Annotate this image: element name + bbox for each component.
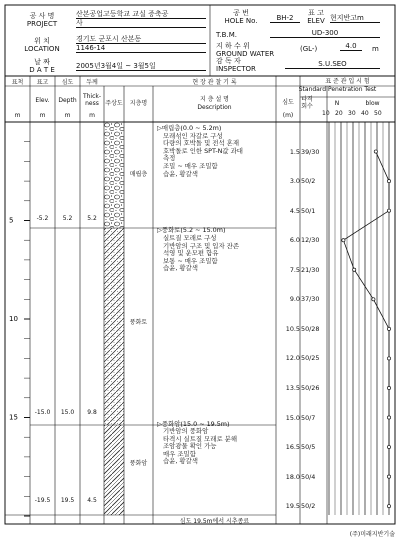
n-value-point	[387, 445, 390, 448]
layer-elev: -15.0	[34, 408, 51, 416]
n-value-point	[387, 416, 390, 419]
layer-description	[157, 421, 275, 467]
n-axis-tick: 30	[348, 110, 356, 117]
thick-unit: m	[89, 112, 95, 119]
spt-blow: 50/28	[301, 324, 320, 333]
n-value-point	[387, 357, 390, 360]
description-line: ▷풍화토(5.2 ~ 15.0m)	[157, 226, 226, 235]
blow-label: blow	[365, 100, 380, 107]
spt-depth: 9.0	[289, 295, 300, 304]
spt-depth: 1.5	[289, 147, 300, 156]
ruler-label: 5	[9, 216, 14, 225]
ruler-label: 15	[9, 413, 18, 422]
layer-thick: 9.8	[87, 408, 97, 416]
hole-value: BH-2	[270, 14, 300, 23]
n-value-point	[387, 505, 390, 508]
layer-thick: 5.2	[87, 215, 97, 223]
spt-depth: 10.5	[285, 324, 300, 333]
layer-thick: 4.5	[87, 497, 97, 505]
spt-blow: 50/26	[301, 383, 320, 392]
n-axis-tick: 40	[361, 110, 369, 117]
hole-label: 공 번 HOLE No.	[224, 9, 258, 25]
desc-en-header: Description	[197, 104, 232, 111]
n-value-point	[387, 386, 390, 389]
elev-en-header: Elev.	[35, 97, 50, 104]
spt-blow: 50/2	[301, 502, 316, 511]
description-line: 모래섞인 자갈로 구성	[163, 131, 223, 140]
groundwater-label: 지 하 수 위 GROUND WATER	[216, 42, 275, 58]
n-value-point	[353, 268, 356, 271]
description-line: 측정	[163, 154, 176, 163]
description-line: 조밀 ~ 매우 조밀함	[163, 161, 218, 170]
layer-elev: -5.2	[36, 215, 49, 223]
spt-blow-header: 타격회수	[301, 96, 313, 110]
spt-blow: 50/4	[301, 472, 316, 481]
spt-depth: 19.5	[285, 502, 300, 511]
spt-depth: 3.0	[289, 177, 300, 186]
spt-depth: 13.5	[285, 383, 300, 392]
layer-header: 지층명	[129, 100, 148, 107]
description-line: 기반암의 풍화암	[163, 427, 209, 436]
location-label: 위 치 LOCATION	[24, 37, 60, 53]
project-value: 산본공업고등학교 교실 증축공 사	[76, 10, 206, 28]
ruler-label: 10	[9, 315, 18, 323]
spt-depth: 15.0	[285, 413, 300, 422]
weathered-soil-pattern	[104, 228, 124, 425]
inspector-label: 감 독 자 INSPECTOR	[216, 57, 256, 73]
description-line: 기반암의 구조 및 입자 잔존	[163, 241, 240, 250]
depth-unit: m	[64, 112, 71, 119]
tbm-label: T.B.M.	[216, 31, 237, 39]
layer-depth: 5.2	[62, 215, 73, 223]
scale-unit: m	[14, 112, 21, 119]
layer-elev: -19.5	[34, 497, 51, 505]
description-line: 매우 조밀함	[163, 449, 196, 458]
spt-depth: 4.5	[289, 206, 300, 215]
spt-depth: 7.5	[289, 265, 300, 274]
description-line: 조암광물 확인 가능	[163, 442, 217, 451]
spt-title-en: Standard Penetration Test	[298, 86, 377, 93]
description-line: 다량의 호박돌 및 전석 혼재	[163, 139, 240, 148]
layer-depth: 19.5	[60, 497, 75, 505]
spt-depth-unit: (m)	[282, 112, 294, 119]
description-line: 습윤, 황갈색	[163, 264, 198, 273]
n-value-point	[387, 475, 390, 478]
spt-depth: 12.0	[285, 354, 300, 363]
scale-header: 표척	[11, 79, 24, 86]
n-axis-ticks	[322, 110, 397, 120]
spt-depth: 18.0	[285, 472, 300, 481]
field-record-header: 현 장 관 찰 기 록	[192, 79, 237, 86]
description-line: 습윤, 황갈색	[163, 169, 198, 178]
n-value-point	[372, 298, 375, 301]
description-line: 습윤, 황갈색	[163, 457, 198, 466]
description-line: ▷매립층(0.0 ~ 5.2m)	[157, 124, 222, 132]
description-line: 타격시 실트질 모래로 분해	[163, 434, 238, 443]
fill-gravel-pattern	[104, 122, 124, 228]
n-axis-tick: 10	[322, 110, 330, 117]
date-value: 2005년3월4일 ~ 3월5일	[76, 62, 206, 71]
layer-name: 풍화암	[129, 459, 148, 467]
spt-title-ko: 표 준 관 입 시 험	[325, 78, 370, 85]
groundwater-value: (GL-)	[300, 45, 318, 53]
spt-blow: 50/2	[301, 177, 316, 186]
spt-blow: 50/25	[301, 354, 320, 363]
spt-blow: 21/30	[301, 265, 320, 274]
groundwater-unit: m	[372, 45, 379, 53]
date-label: 날 짜 D A T E	[29, 58, 55, 74]
tbm-value: UD-300	[270, 29, 380, 38]
spt-blow: 12/30	[301, 236, 320, 245]
thick-en-header: Thick-ness	[82, 93, 102, 107]
n-axis-tick: 50	[374, 110, 382, 117]
elev-value: 현지반고m	[330, 14, 380, 23]
thick-header: 두께	[86, 79, 98, 86]
location-value: 경기도 군포시 산본동 1146-14	[76, 35, 206, 53]
spt-blow: 50/7	[301, 413, 316, 422]
n-value-point	[374, 150, 377, 153]
desc-ko-header: 지 층 설 명	[200, 96, 229, 103]
description-line: 보통 ~ 매우 조밀함	[163, 256, 218, 265]
groundwater-depth: 4.0	[340, 42, 362, 51]
spt-n-graph	[327, 122, 395, 524]
spt-depth: 16.5	[285, 443, 300, 452]
description-line: ▷풍화암(15.0 ~ 19.5m)	[157, 419, 230, 428]
elev-header: 표고	[36, 79, 49, 86]
project-label: 공 사 명 PROJECT	[26, 12, 58, 28]
layer-name: 풍화토	[129, 318, 148, 326]
spt-blow: 37/30	[301, 295, 320, 304]
layer-name: 매립층	[129, 171, 148, 179]
n-value-line	[343, 152, 389, 507]
elev-unit: m	[39, 112, 46, 119]
symbol-header: 주상도	[105, 100, 123, 107]
spt-depth: 6.0	[289, 236, 300, 245]
depth-en-header: Depth	[58, 97, 77, 104]
spt-blow: 50/5	[301, 443, 316, 452]
description-line: 호박돌로 인한 SPT-N값 과대	[163, 146, 243, 155]
n-axis-tick: 20	[335, 110, 343, 117]
layer-depth: 15.0	[60, 408, 75, 416]
n-value-point	[387, 327, 390, 330]
depth-header: 심도	[61, 79, 74, 86]
spt-blow: 39/30	[301, 147, 320, 156]
spt-blow: 50/1	[301, 206, 316, 215]
strata-symbol-column	[104, 122, 124, 515]
inspector-value: S.U.SEO	[285, 60, 380, 69]
n-value-point	[387, 209, 390, 212]
end-note: 심도 19.5m에서 시추종료	[179, 518, 250, 525]
layer-description	[157, 125, 275, 178]
spt-depth-header: 심도	[282, 99, 294, 106]
n-label: N	[334, 100, 340, 107]
weathered-rock-pattern	[104, 425, 124, 515]
description-line: 석영 및 운모편 함유	[163, 249, 219, 258]
layer-description	[157, 227, 275, 273]
n-value-point	[342, 239, 345, 242]
n-value-point	[387, 180, 390, 183]
description-line: 실트질 모래로 구성	[163, 234, 217, 243]
elev-label: 표 고 ELEV	[307, 9, 325, 25]
footer-company: (주)미래지반기술	[349, 531, 395, 538]
